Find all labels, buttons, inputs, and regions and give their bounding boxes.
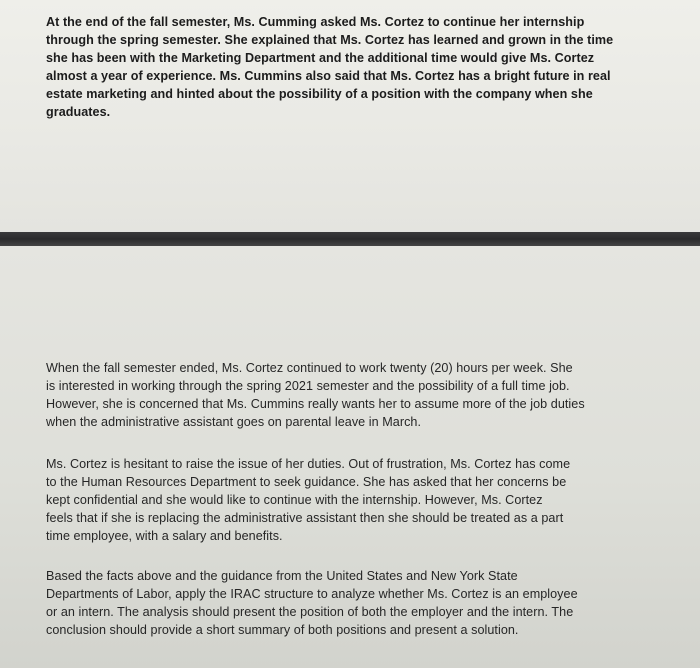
text-line: time employee, with a salary and benefits. (46, 529, 283, 543)
text-line: When the fall semester ended, Ms. Cortez continued to work twenty (20) hours per week. She (46, 361, 573, 375)
text-line: conclusion should provide a short summary of both positions and present a solution. (46, 623, 519, 637)
text-line: or an intern. The analysis should present the position of both the employer and the intern. The (46, 605, 574, 619)
text-line: through the spring semester. She explained that Ms. Cortez has learned and grown in the time (46, 33, 614, 47)
text-line: is interested in working through the spring 2021 semester and the possibility of a full time job. (46, 379, 570, 393)
paragraph-hr-guidance (46, 455, 656, 545)
paragraph-assignment-instructions (46, 567, 656, 639)
text-line: when the administrative assistant goes on parental leave in March. (46, 415, 422, 429)
text-line: estate marketing and hinted about the possibility of a position with the company when she (46, 87, 593, 101)
text-line: Departments of Labor, apply the IRAC structure to analyze whether Ms. Cortez is an employee (46, 587, 578, 601)
text-line: Ms. Cortez is hesitant to raise the issue of her duties. Out of frustration, Ms. Cortez has come (46, 457, 571, 471)
paragraph-hours-concern (46, 359, 656, 431)
text-line: Based the facts above and the guidance from the United States and New York State (46, 569, 518, 583)
paragraph-internship-extension (46, 13, 646, 121)
dark-divider-bar (0, 232, 700, 246)
text-line: almost a year of experience. Ms. Cummins also said that Ms. Cortez has a bright future in real (46, 69, 611, 83)
text-line: feels that if she is replacing the administrative assistant then she should be treated as a part (46, 511, 564, 525)
text-line: However, she is concerned that Ms. Cummins really wants her to assume more of the job duties (46, 397, 585, 411)
text-line: At the end of the fall semester, Ms. Cumming asked Ms. Cortez to continue her internship (46, 15, 585, 29)
text-line: graduates. (46, 105, 111, 119)
text-line: she has been with the Marketing Department and the additional time would give Ms. Cortez (46, 51, 595, 65)
text-line: to the Human Resources Department to seek guidance. She has asked that her concerns be (46, 475, 567, 489)
text-line: kept confidential and she would like to continue with the internship. However, Ms. Cortez (46, 493, 543, 507)
